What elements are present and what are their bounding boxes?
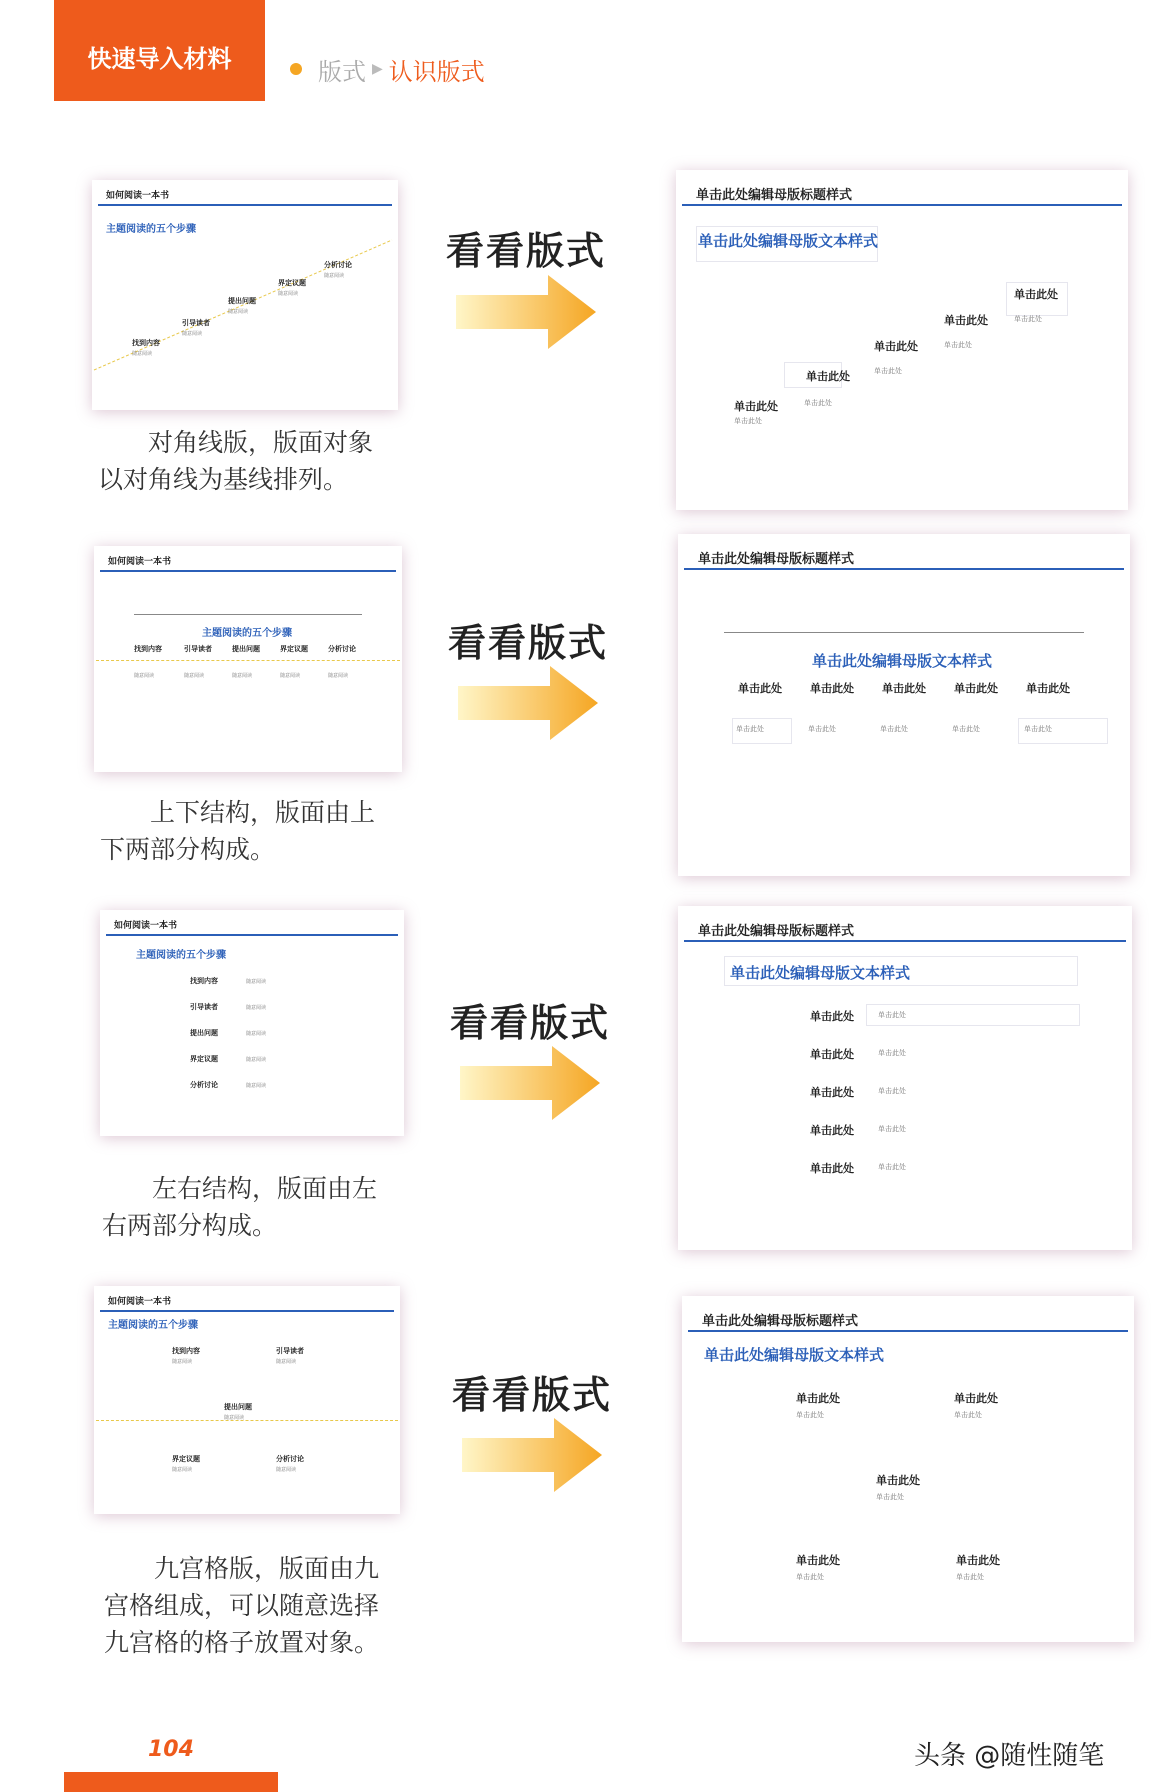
template-note: 单击此处: [954, 1411, 982, 1419]
template-title: 单击此处编辑母版标题样式: [698, 552, 855, 567]
template-item: 单击此处: [796, 1554, 840, 1567]
template-note: 单击此处: [876, 1493, 904, 1501]
thumbnail-slide-left-right: [100, 910, 404, 1136]
thumbnail-slide-grid: [94, 1286, 400, 1514]
template-item: 单击此处: [810, 682, 854, 695]
template-note: 单击此处: [804, 399, 832, 407]
template-slide-grid: [682, 1296, 1134, 1642]
template-item: 单击此处: [954, 1392, 998, 1405]
template-note: 单击此处: [952, 725, 980, 733]
thumb-subtitle: 主题阅读的五个步骤: [108, 1320, 198, 1331]
thumbnail-slide-top-bottom: [94, 546, 402, 772]
description-line: 对角线版，版面对象: [148, 428, 374, 457]
thumb-step-3: 提出问题: [232, 645, 260, 653]
title-rule: [684, 940, 1126, 942]
template-note: 单击此处: [878, 1087, 906, 1095]
triangle-right-icon: ▶: [372, 61, 383, 77]
thumb-title: 如何阅读一本书: [108, 1297, 172, 1307]
thumb-note: 随意阅读: [184, 673, 205, 679]
description-line: 右两部分构成。: [102, 1211, 278, 1240]
thumb-step-5: 分析讨论: [276, 1455, 304, 1463]
template-slide-left-right: [678, 906, 1132, 1250]
template-item: 单击此处: [810, 1086, 854, 1099]
chapter-tab-label: 快速导入材料: [87, 45, 232, 73]
template-note: 单击此处: [956, 1573, 984, 1581]
thumb-note: 随意阅读: [232, 673, 253, 679]
template-item: 单击此处: [810, 1048, 854, 1061]
arrow-right-icon: [456, 275, 596, 349]
template-title: 单击此处编辑母版标题样式: [698, 924, 855, 939]
thumb-step-3: 提出问题: [228, 297, 256, 305]
thumb-step-2: 引导读者: [182, 319, 210, 327]
thumb-note: 随意阅读: [280, 673, 301, 679]
template-note: 单击此处: [878, 1011, 906, 1019]
title-rule: [100, 570, 396, 572]
description-line: 下两部分构成。: [100, 835, 276, 864]
description-line: 左右结构，版面由左: [152, 1174, 378, 1203]
template-note: 单击此处: [1024, 725, 1052, 733]
thumb-title: 如何阅读一本书: [114, 921, 178, 931]
thumb-note: 随意阅读: [228, 309, 249, 315]
template-title: 单击此处编辑母版标题样式: [702, 1314, 859, 1329]
look-label: 看看版式: [450, 1001, 611, 1045]
template-item: 单击此处: [956, 1554, 1000, 1567]
look-label: 看看版式: [448, 621, 609, 665]
template-item: 单击此处: [1014, 288, 1058, 301]
title-rule: [100, 1310, 394, 1312]
description-line: 以对角线为基线排列。: [98, 465, 349, 494]
thumb-step-2: 引导读者: [276, 1347, 304, 1355]
thumb-note: 随意阅读: [246, 1005, 267, 1011]
thumb-step-1: 找到内容: [190, 977, 218, 985]
template-item: 单击此处: [738, 682, 782, 695]
template-item: 单击此处: [882, 682, 926, 695]
template-item: 单击此处: [810, 1010, 854, 1023]
arrow-right-icon: [462, 1418, 602, 1492]
breadcrumb-parent: 版式: [318, 57, 366, 86]
divider-line: [134, 614, 362, 615]
diagonal-baseline: [92, 180, 398, 410]
thumb-step-3: 提出问题: [190, 1029, 218, 1037]
thumb-note: 随意阅读: [276, 1467, 297, 1473]
thumb-note: 随意阅读: [246, 1031, 267, 1037]
thumb-note: 随意阅读: [246, 1083, 267, 1089]
thumb-note: 随意阅读: [324, 273, 345, 279]
thumb-note: 随意阅读: [172, 1359, 193, 1365]
center-baseline: [96, 1420, 398, 1421]
thumb-subtitle: 主题阅读的五个步骤: [202, 628, 292, 639]
thumb-note: 随意阅读: [246, 979, 267, 985]
template-item: 单击此处: [944, 314, 988, 327]
title-rule: [688, 1330, 1128, 1332]
template-item: 单击此处: [874, 340, 918, 353]
layout-description: [104, 1550, 379, 1661]
thumb-step-5: 分析讨论: [324, 261, 352, 269]
look-label: 看看版式: [452, 1373, 613, 1417]
thumb-title: 如何阅读一本书: [106, 191, 170, 201]
template-item: 单击此处: [1026, 682, 1070, 695]
template-note: 单击此处: [878, 1049, 906, 1057]
template-note: 单击此处: [878, 1163, 906, 1171]
thumb-step-5: 分析讨论: [328, 645, 356, 653]
thumb-title: 如何阅读一本书: [108, 557, 172, 567]
template-subtitle: 单击此处编辑母版文本样式: [730, 964, 911, 982]
thumb-subtitle: 主题阅读的五个步骤: [136, 950, 226, 961]
description-line: 九宫格版，版面由九: [154, 1554, 380, 1583]
template-note: 单击此处: [880, 725, 908, 733]
thumb-step-2: 引导读者: [190, 1003, 218, 1011]
template-item: 单击此处: [810, 1162, 854, 1175]
thumb-step-4: 界定议题: [278, 279, 306, 287]
arrow-right-icon: [460, 1046, 600, 1120]
breadcrumb: [290, 54, 485, 84]
template-subtitle: 单击此处编辑母版文本样式: [812, 652, 993, 670]
thumb-note: 随意阅读: [328, 673, 349, 679]
thumb-step-4: 界定议题: [172, 1455, 200, 1463]
divider-line: [724, 632, 1084, 633]
thumb-step-5: 分析讨论: [190, 1081, 218, 1089]
template-item: 单击此处: [810, 1124, 854, 1137]
chapter-tab: [54, 0, 265, 101]
template-item: 单击此处: [796, 1392, 840, 1405]
watermark: 头条 @随性随笔: [914, 1741, 1105, 1771]
description-line: 宫格组成，可以随意选择: [104, 1591, 380, 1620]
thumb-step-1: 找到内容: [172, 1347, 200, 1355]
template-note: 单击此处: [944, 341, 972, 349]
template-note: 单击此处: [878, 1125, 906, 1133]
look-label: 看看版式: [446, 229, 607, 273]
layout-description: [100, 794, 375, 868]
thumb-step-4: 界定议题: [190, 1055, 218, 1063]
page-number: 104: [148, 1737, 194, 1762]
template-note: 单击此处: [874, 367, 902, 375]
template-title: 单击此处编辑母版标题样式: [696, 188, 853, 203]
template-slide-top-bottom: [678, 534, 1130, 876]
thumb-note: 随意阅读: [246, 1057, 267, 1063]
template-item: 单击此处: [734, 400, 778, 413]
template-subtitle: 单击此处编辑母版文本样式: [704, 1346, 885, 1364]
template-note: 单击此处: [1014, 315, 1042, 323]
template-note: 单击此处: [734, 417, 762, 425]
center-baseline: [96, 660, 400, 661]
template-subtitle: 单击此处编辑母版文本样式: [698, 232, 879, 250]
template-note: 单击此处: [808, 725, 836, 733]
thumbnail-slide-diagonal: [92, 180, 398, 410]
description-line: 九宫格的格子放置对象。: [104, 1628, 380, 1657]
arrow-right-icon: [458, 666, 598, 740]
template-note: 单击此处: [796, 1411, 824, 1419]
thumb-note: 随意阅读: [132, 351, 153, 357]
thumb-step-4: 界定议题: [280, 645, 308, 653]
template-item: 单击此处: [806, 370, 850, 383]
thumb-note: 随意阅读: [224, 1415, 245, 1421]
title-rule: [684, 568, 1124, 570]
template-item: 单击此处: [954, 682, 998, 695]
bullet-dot-icon: [290, 63, 302, 75]
thumb-step-1: 找到内容: [132, 339, 160, 347]
thumb-step-3: 提出问题: [224, 1403, 252, 1411]
thumb-subtitle: 主题阅读的五个步骤: [106, 224, 196, 235]
template-note: 单击此处: [796, 1573, 824, 1581]
breadcrumb-current: 认识版式: [388, 57, 485, 86]
thumb-note: 随意阅读: [172, 1467, 193, 1473]
template-slide-diagonal: [676, 170, 1128, 510]
template-item: 单击此处: [876, 1474, 920, 1487]
layout-description: [102, 1170, 377, 1244]
description-line: 上下结构，版面由上: [150, 798, 376, 827]
thumb-note: 随意阅读: [134, 673, 155, 679]
footer-accent-bar: [64, 1772, 278, 1792]
thumb-step-2: 引导读者: [184, 645, 212, 653]
template-note: 单击此处: [736, 725, 764, 733]
title-rule: [106, 934, 398, 936]
thumb-step-1: 找到内容: [134, 645, 162, 653]
thumb-note: 随意阅读: [276, 1359, 297, 1365]
title-rule: [682, 204, 1122, 206]
thumb-note: 随意阅读: [182, 331, 203, 337]
thumb-note: 随意阅读: [278, 291, 299, 297]
layout-description: [98, 424, 373, 498]
